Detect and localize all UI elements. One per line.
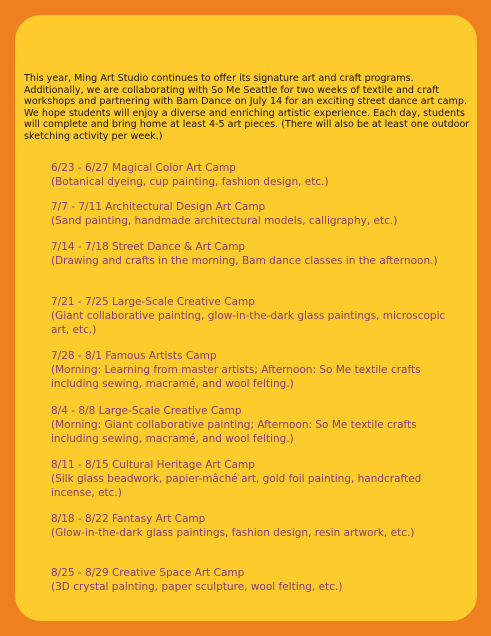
camp-title: 8/11 - 8/15 Cultural Heritage Art Camp xyxy=(51,459,255,471)
camp-description: (Silk glass beadwork, papier-mâché art, gold foil painting, handcrafted incense, etc.) xyxy=(51,473,422,499)
camp-title: 7/28 - 8/1 Famous Artists Camp xyxy=(51,350,217,362)
camp-description: (Giant collaborative painting, glow-in-the-dark glass paintings, microscopic art, etc.) xyxy=(51,310,446,336)
camp-item xyxy=(51,200,471,228)
camp-item xyxy=(51,295,471,337)
camp-description: (Drawing and crafts in the morning, Bam dance classes in the afternoon.) xyxy=(51,255,438,267)
camp-title: 8/4 - 8/8 Large-Scale Creative Camp xyxy=(51,405,242,417)
camp-item xyxy=(51,512,471,540)
camp-title: 7/7 - 7/11 Architectural Design Art Camp xyxy=(51,201,266,213)
camp-item xyxy=(51,566,471,594)
camp-description: (Morning: Learning from master artists; Afternoon: So Me textile crafts including sewing, macramé, and wool felting.) xyxy=(51,364,421,390)
camp-title: 7/14 - 7/18 Street Dance & Art Camp xyxy=(51,241,246,253)
camp-item xyxy=(51,161,471,189)
camp-title: 7/21 - 7/25 Large-Scale Creative Camp xyxy=(51,296,255,308)
camp-description: (Sand painting, handmade architectural models, calligraphy, etc.) xyxy=(51,215,398,227)
camp-description: (Botanical dyeing, cup painting, fashion design, etc.) xyxy=(51,176,329,188)
camp-description: (Glow-in-the-dark glass paintings, fashion design, resin artwork, etc.) xyxy=(51,527,415,539)
camp-title: 8/18 - 8/22 Fantasy Art Camp xyxy=(51,513,206,525)
intro-paragraph: This year, Ming Art Studio continues to offer its signature art and craft programs. Additionally, we are collaborating with So Me Seattle for two weeks of textile and craft workshops and partnering with Bam Dance on July 14 for an exciting street dance art camp. We hope students will enjoy a diverse and enriching artistic experience. Each day, students will complete and bring home at least 4-5 art pieces. (There will also be at least one outdoor sketching activity per week.) xyxy=(24,73,470,142)
camp-item xyxy=(51,349,471,391)
camp-title: 6/23 - 6/27 Magical Color Art Camp xyxy=(51,162,236,174)
flyer-panel xyxy=(15,15,477,621)
camp-description: (Morning: Giant collaborative painting; Afternoon: So Me textile crafts including sewing, macramé, and wool felting.) xyxy=(51,419,417,445)
camp-item xyxy=(51,240,471,268)
camp-item xyxy=(51,458,471,500)
camp-item xyxy=(51,404,471,446)
camp-description: (3D crystal painting, paper sculpture, wool felting, etc.) xyxy=(51,581,343,593)
camp-title: 8/25 - 8/29 Creative Space Art Camp xyxy=(51,567,245,579)
